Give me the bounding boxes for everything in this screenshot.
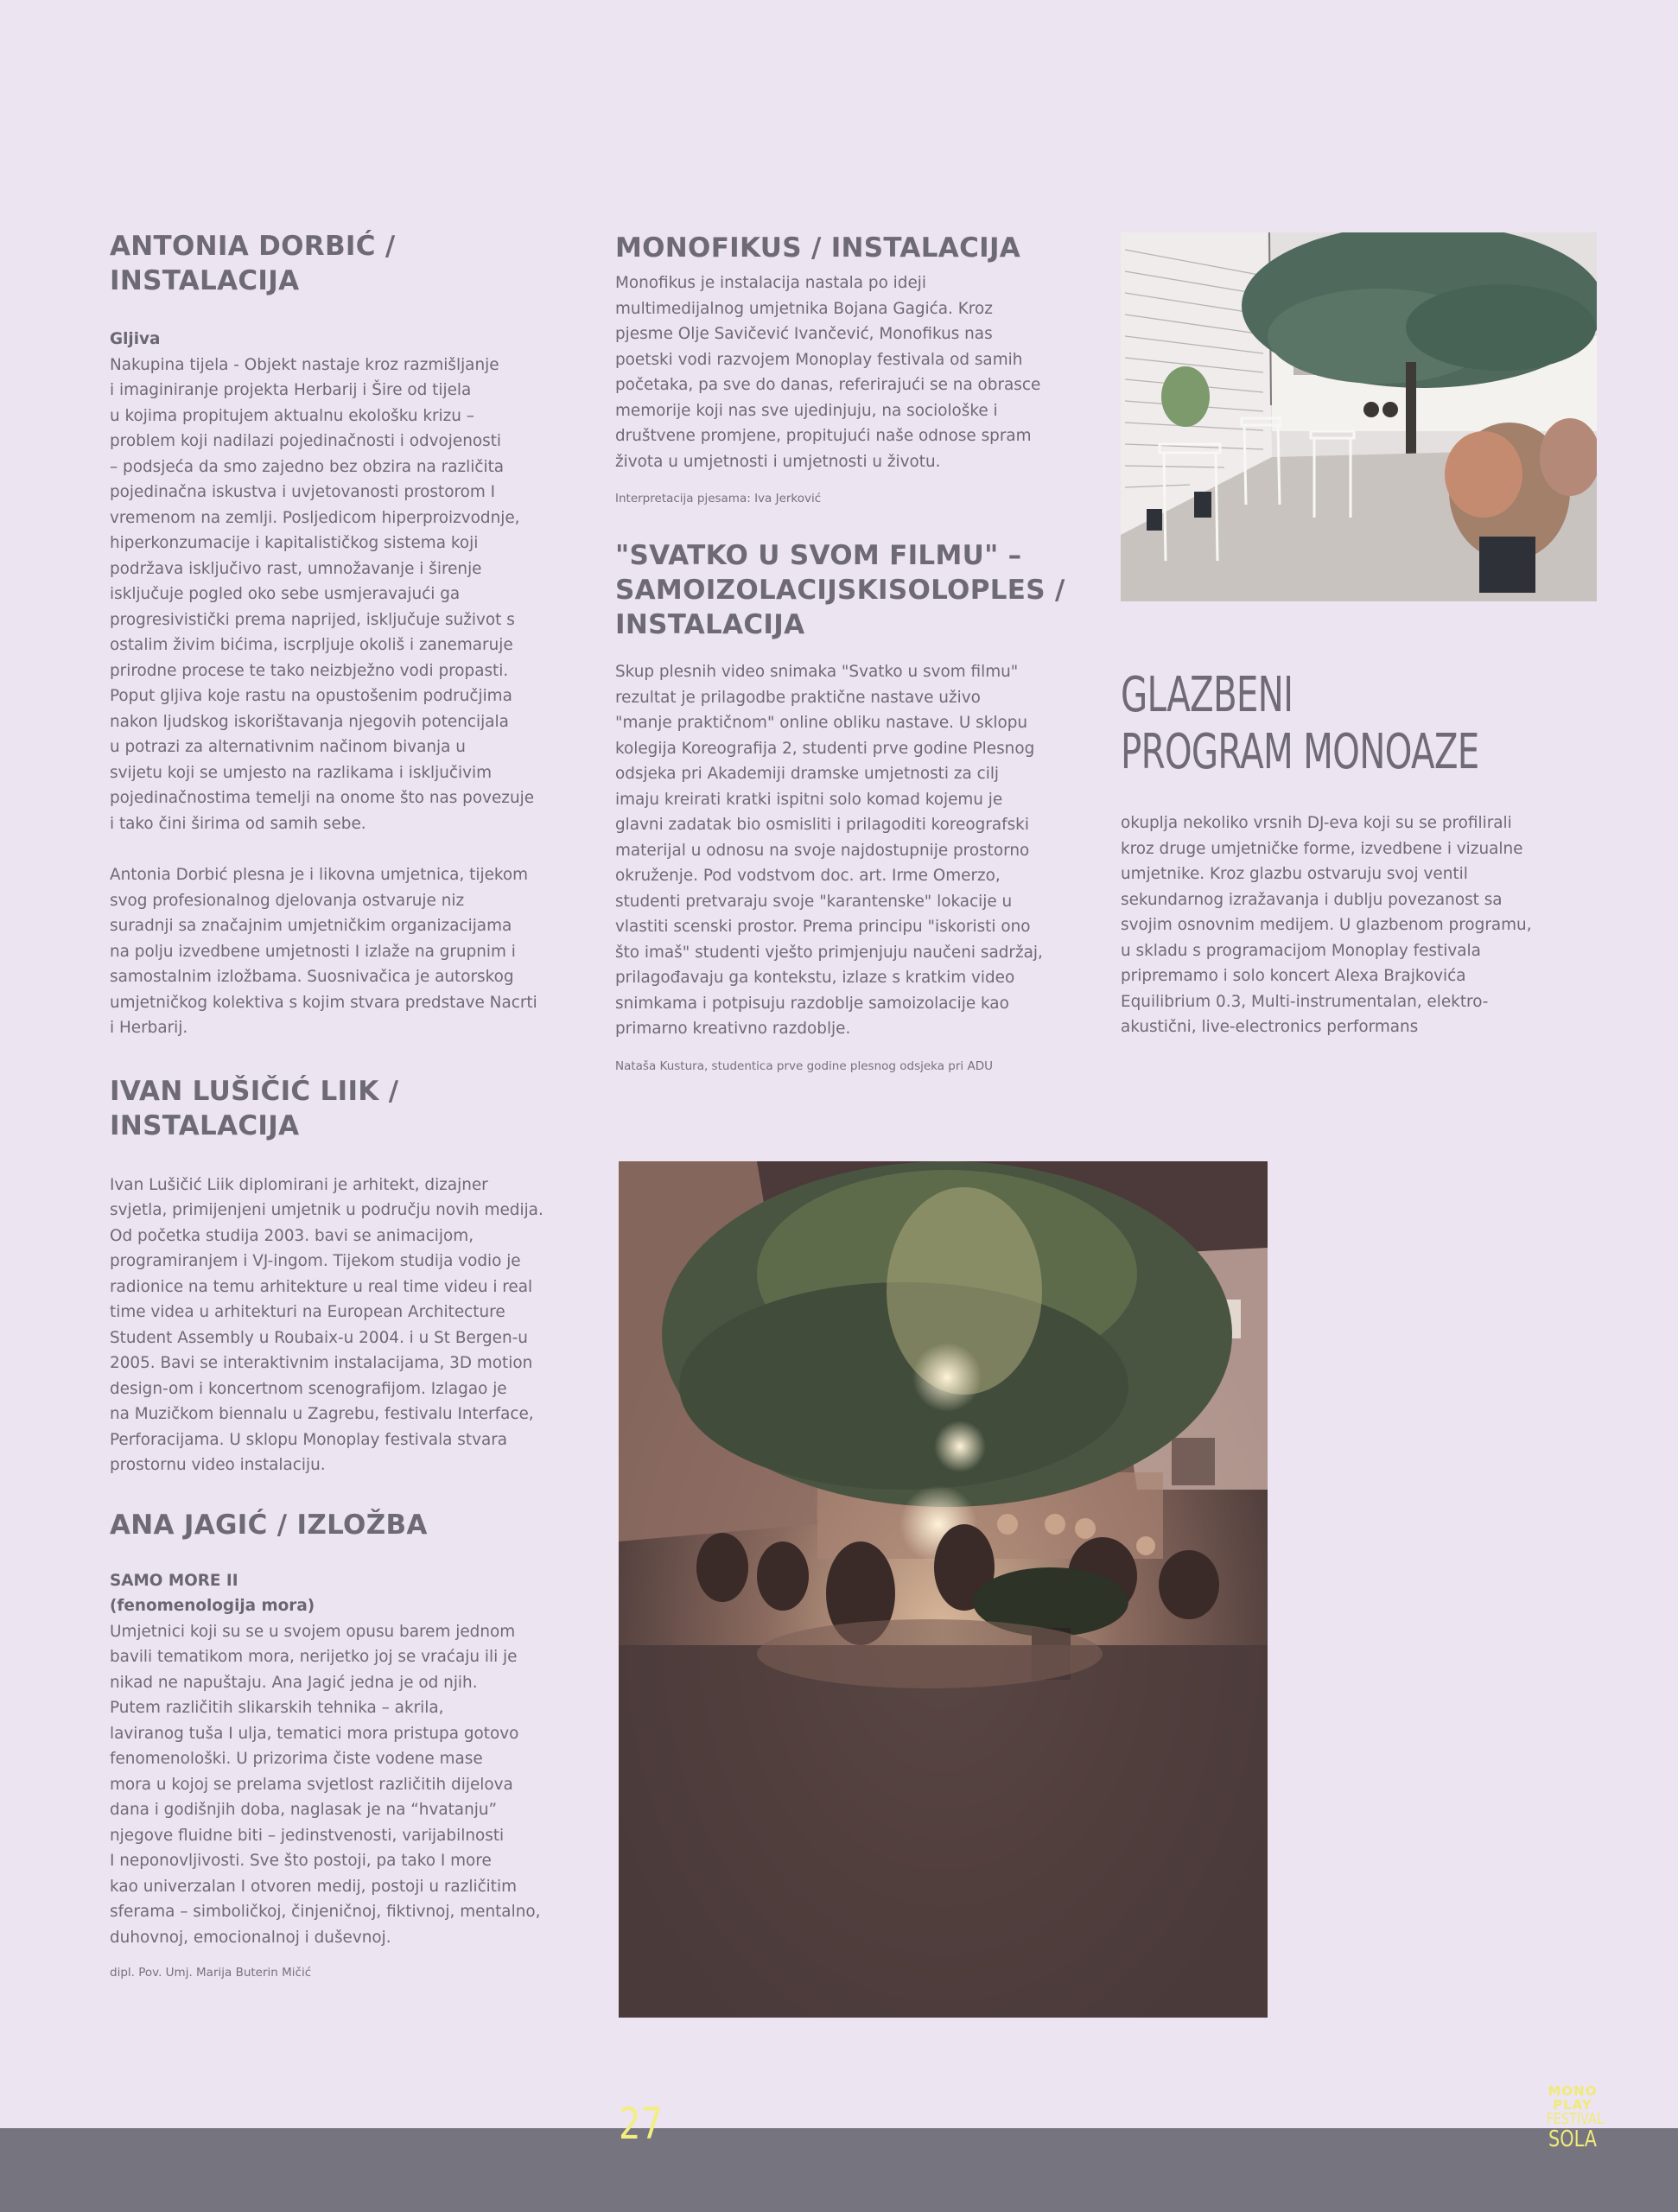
page-number: 27: [619, 2099, 663, 2149]
glazbeni-title-line2: PROGRAM MONOAZE: [1121, 724, 1479, 780]
footer-band: [0, 2128, 1678, 2212]
ivan-body: Ivan Lušičić Liik diplomirani je arhitekt, dizajner svjetla, primijenjeni umjetnik u području novih medija. Od početka studija 2003. bavi se animacijom, programiranjem i VJ-ingom. Tijekom studija vodio je radionice na temu arhitekture u real time videu i real time videa u arhitekturi na European Architecture Student Assembly u Roubaix-u 2004. i u St Bergen-u 2005. Bavi se interaktivnim instalacijama, 3D motion design-om i koncertnom scenografijom. Izlagao je na Muzičkom biennalu u Zagrebu, festivalu Interface, Perforacijama. U sklopu Monoplay festivala stvara prostornu video instalaciju.: [110, 1175, 543, 1474]
ana-body: Umjetnici koji su se u svojem opusu barem jednom bavili tematikom mora, nerijetko joj se vraćaju ili je nikad ne napuštaju. Ana Jagić jedna je od njih. Putem različitih slikarskih tehnika – akrila, laviranog tuša I ulja, tematici mora pristupa gotovo fenomenološki. U prizorima čiste vodene mase mora u kojoj se prelama svjetlost različitih dijelova dana i godišnjih doba, naglasak je na “hvatanju” njegove fluidne biti – jedinstvenosti, varijabilnosti I neponovljivosti. Sve što postoji, pa tako I more kao univerzalan I otvoren medij, postoji u različitim sferama – simboličkoj, činjeničnoj, fiktivnoj, mentalno, duhovnoj, emocionalnoj i duševnoj.: [110, 1622, 541, 1947]
antonia-subtitle: Gljiva: [110, 330, 161, 348]
monofikus-heading: MONOFIKUS / INSTALACIJA: [615, 232, 1021, 264]
antonia-bio: Antonia Dorbić plesna je i likovna umjetnica, tijekom svog profesionalnog djelovanja ostvaruje niz suradnji sa značajnim umjetničkim organizacijama na polju izvedbene umjetnosti I izlaže na grupnim i samostalnim izložbama. Suosnivačica je autorskog umjetničkog kolektiva s kojim stvara predstave Nacrti i Herbarij.: [110, 866, 537, 1037]
svatko-credit: Nataša Kustura, studentica prve godine plesnog odsjeka pri ADU: [615, 1058, 993, 1073]
logo-line-play: PLAY: [1553, 2097, 1592, 2113]
svatko-body: Skup plesnih video snimaka "Svatko u svom filmu" rezultat je prilagodbe praktične nastave uživo "manje praktičnom" online obliku nastave. U sklopu kolegija Koreografija 2, studenti prve godine Plesnog odsjeka pri Akademiji dramske umjetnosti za cilj imaju kreirati kratki ispitni solo komad kojemu je glavni zadatak bio osmisliti i prilagoditi koreografski materijal u odnosu na svoje najdostupnije prostorno okruženje. Pod vodstvom doc. art. Irme Omerzo, studenti pretvaraju svoje "karantenske" lokacije u vlastiti scenski prostor. Prema principu "iskoristi ono što imaš" studenti vješto primjenjuju naučeni sadržaj, prilagođavaju ga kontekstu, izlaze s kratkim video snimkama i potpisuju razdoblje samoizolacije kao primarno kreativno razdoblje.: [615, 663, 1043, 1038]
glazbeni-title-line1: GLAZBENI: [1121, 667, 1293, 723]
antonia-body: Nakupina tijela - Objekt nastaje kroz razmišljanje i imaginiranje projekta Herbarij i Šire od tijela u kojima propitujem aktualnu ekološku krizu – problem koji nadilazi pojedinačnosti i odvojenosti – podsjeća da smo zajedno bez obzira na različita pojedinačna iskustva i uvjetovanosti prostorom I vremenom na zemlji. Posljedicom hiperproizvodnje, hiperkonzumacije i kapitalističkog sistema koji podržava isključivo rast, umnožavanje i širenje isključuje pogled oko sebe usmjeravajući ga progresivistički prema naprijed, isključuje suživot s ostalim živim bićima, iscrpljuje okoliš i zanemaruje prirodne procese te tako neizbježno vodi propasti. Poput gljiva koje rastu na opustošenim područjima nakon ljudskog iskorištavanja njegovih potencijala u potrazi za alternativnim načinom bivanja u svijetu koji se umjesto na razlikama i isključivim pojedinačnostima temelji na onome što nas povezuje i tako čini širima od samih sebe.: [110, 355, 535, 833]
courtyard-night-photo: [619, 1161, 1268, 2018]
antonia-heading: ANTONIA DORBIĆ / INSTALACIJA: [110, 231, 396, 296]
ana-subtitle-note: (fenomenologija mora): [110, 1597, 315, 1615]
right-column: [1121, 667, 1605, 1040]
svatko-heading: "SVATKO U SVOM FILMU" – SAMOIZOLACIJSKISOLOPLES / INSTALACIJA: [615, 540, 1065, 640]
ana-credit: dipl. Pov. Umj. Marija Buterin Mičić: [110, 1966, 312, 1980]
logo-line-festival: FESTIVAL: [1546, 2110, 1604, 2128]
courtyard-day-illustration: [1121, 232, 1597, 601]
middle-column: [615, 231, 1099, 1075]
monoplay-festival-logo: [1540, 2084, 1605, 2152]
ivan-heading: IVAN LUŠIČIĆ LIIK / INSTALACIJA: [110, 1075, 399, 1141]
logo-line-mono: MONO: [1548, 2083, 1598, 2099]
left-column: [110, 229, 594, 1981]
courtyard-day-photo: [1121, 232, 1597, 601]
logo-line-sola: SOLA: [1548, 2126, 1597, 2152]
glazbeni-body: okuplja nekoliko vrsnih DJ-eva koji su se profilirali kroz druge umjetničke forme, izvedbene i vizualne umjetnike. Kroz glazbu ostvaruju svoj ventil sekundarnog izražavanja i dublju povezanost sa svojim osnovnim medijem. U glazbenom programu, u skladu s programacijom Monoplay festivala pripremamo i solo koncert Alexa Brajkovića Equilibrium 0.3, Multi-instrumentalan, elektro- akustični, live-electronics performans: [1121, 814, 1532, 1036]
monofikus-credit: Interpretacija pjesama: Iva Jerković: [615, 492, 822, 505]
ana-subtitle-title: SAMO MORE II: [110, 1571, 238, 1590]
ana-heading: ANA JAGIĆ / IZLOŽBA: [110, 1509, 428, 1541]
courtyard-night-illustration: [619, 1161, 1268, 2018]
monofikus-body: Monofikus je instalacija nastala po ideji multimedijalnog umjetnika Bojana Gagića. Kroz pjesme Olje Savičević Ivančević, Monofikus nas poetski vodi razvojem Monoplay festivala od samih početaka, pa sve do danas, referirajući se na obrasce memorije koji nas sve ujedinjuju, na sociološke i društvene promjene, propitujući naše odnose spram života u umjetnosti i umjetnosti u životu.: [615, 274, 1041, 471]
